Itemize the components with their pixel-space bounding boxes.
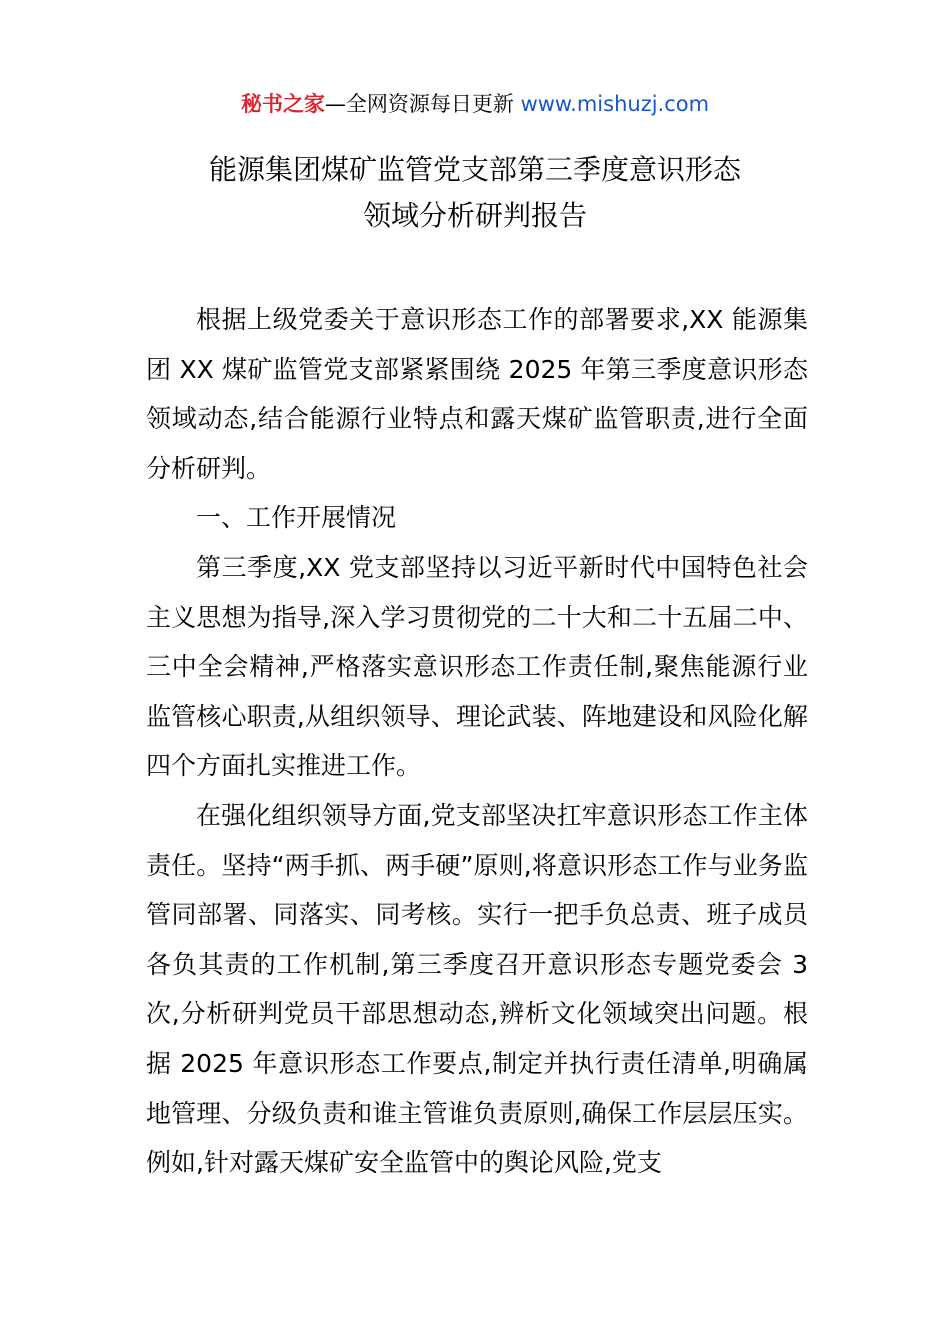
site-header — [0, 88, 950, 120]
document-title-line-1: 能源集团煤矿监管党支部第三季度意识形态 — [208, 153, 741, 186]
body-paragraph: 在强化组织领导方面,党支部坚决扛牢意识形态工作主体责任。坚持“两手抓、两手硬”原则,将意识形态工作与业务监管同部署、同落实、同考核。实行一把手负总责、班子成员各负其责的工作机制,第三季度召开意识形态专题党委会 3 次,分析研判党员干部思想动态,辨析文化领域突出问题。根据 2025 年意识形态工作要点,制定并执行责任清单,明确属地管理、分级负责和谁主管谁负责原则,确保工作层层压实。例如,针对露天煤矿安全监管中的舆论风险,党支 — [146, 800, 808, 1178]
site-brand: 秘书之家 — [240, 92, 325, 116]
intro-paragraph: 根据上级党委关于意识形态工作的部署要求,XX 能源集团 XX 煤矿监管党支部紧紧围绕 2025 年第三季度意识形态领域动态,结合能源行业特点和露天煤矿监管职责,进行全面分析研判。 — [146, 305, 808, 483]
section-heading: 一、工作开展情况 — [196, 503, 397, 533]
document-title-line-2: 领域分析研判报告 — [362, 199, 587, 232]
document-body — [146, 295, 808, 1188]
site-tagline: —全网资源每日更新 — [324, 92, 514, 116]
document-title — [0, 147, 950, 239]
site-url-link[interactable]: www.mishuzj.com — [520, 92, 710, 116]
body-paragraph: 第三季度,XX 党支部坚持以习近平新时代中国特色社会主义思想为指导,深入学习贯彻党的二十大和二十五届二中、三中全会精神,严格落实意识形态工作责任制,聚焦能源行业监管核心职责,从组织领导、理论武装、阵地建设和风险化解四个方面扎实推进工作。 — [146, 552, 808, 781]
